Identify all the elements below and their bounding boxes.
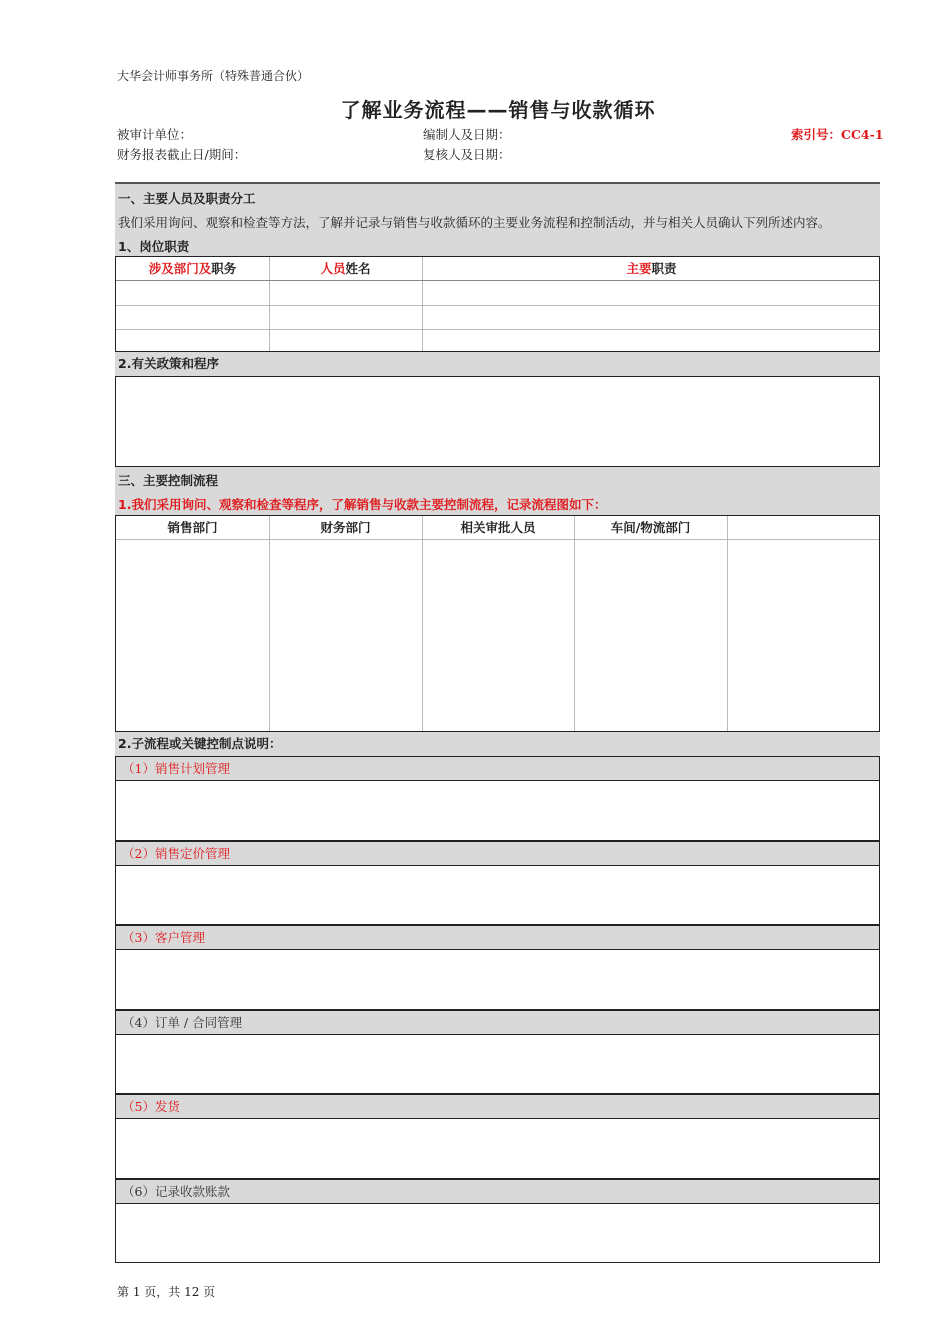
subprocess-content-box[interactable] bbox=[115, 1203, 880, 1263]
subprocess-content-box[interactable] bbox=[115, 865, 880, 925]
subprocess-label: （4）订单 / 合同管理 bbox=[115, 1010, 880, 1034]
col-divider bbox=[574, 516, 575, 731]
subprocess-heading: 2.子流程或关键控制点说明： bbox=[115, 732, 880, 756]
header-dept-position: 涉及部门及职务 bbox=[148, 261, 237, 276]
firm-name: 大华会计师事务所（特殊普通合伙） bbox=[117, 69, 310, 83]
policies-heading: 2.有关政策和程序 bbox=[115, 352, 880, 376]
section3-block bbox=[115, 467, 880, 515]
policies-content-box[interactable] bbox=[115, 376, 880, 467]
flow-col-finance: 财务部门 bbox=[320, 520, 371, 535]
col-divider bbox=[727, 516, 728, 731]
col-divider bbox=[422, 516, 423, 731]
section1-title: 一、主要人员及职责分工 bbox=[118, 191, 256, 206]
section1-sub1: 1、岗位职责 bbox=[118, 239, 190, 254]
flowchart-grid bbox=[115, 515, 880, 732]
page-title: 了解业务流程——销售与收款循环 bbox=[340, 98, 656, 122]
section3-instruction: 1.我们采用询问、观察和检查等程序，了解销售与收款主要控制流程，记录流程图如下： bbox=[118, 497, 607, 512]
row-divider bbox=[116, 539, 879, 540]
subprocess-label: （1）销售计划管理 bbox=[115, 756, 880, 780]
period-label: 财务报表截止日/期间： bbox=[117, 147, 247, 162]
subprocess-content-box[interactable] bbox=[115, 1034, 880, 1094]
reviewed-by-label: 复核人及日期： bbox=[423, 147, 511, 162]
section1-intro: 我们采用询问、观察和检查等方法，了解并记录与销售与收款循环的主要业务流程和控制活动，并与相关人员确认下列所述内容。 bbox=[118, 215, 831, 230]
subprocess-label: （3）客户管理 bbox=[115, 925, 880, 949]
subprocess-content-box[interactable] bbox=[115, 1118, 880, 1179]
subprocess-label: （6）记录收款账款 bbox=[115, 1179, 880, 1203]
row-divider bbox=[116, 329, 879, 330]
subprocess-content-box[interactable] bbox=[115, 780, 880, 841]
index-number: 索引号：CC4-1 bbox=[791, 127, 884, 142]
row-divider bbox=[116, 305, 879, 306]
section1-block bbox=[115, 182, 880, 256]
page-footer: 第 1 页，共 12 页 bbox=[117, 1285, 216, 1299]
flow-col-blank bbox=[727, 516, 881, 539]
subprocess-content-box[interactable] bbox=[115, 949, 880, 1010]
section3-title: 三、主要控制流程 bbox=[118, 473, 219, 488]
subprocess-label: （5）发货 bbox=[115, 1094, 880, 1118]
prepared-by-label: 编制人及日期： bbox=[423, 127, 511, 142]
subprocess-label: （2）销售定价管理 bbox=[115, 841, 880, 865]
col-divider bbox=[269, 516, 270, 731]
responsibility-table bbox=[115, 256, 880, 352]
flow-col-workshop-logistics: 车间/物流部门 bbox=[610, 520, 691, 535]
flow-col-approvers: 相关审批人员 bbox=[460, 520, 536, 535]
header-person-name: 人员姓名 bbox=[320, 261, 371, 276]
audited-unit-label: 被审计单位： bbox=[117, 127, 193, 142]
flow-col-sales: 销售部门 bbox=[167, 520, 218, 535]
row-divider bbox=[116, 280, 879, 281]
header-main-duties: 主要职责 bbox=[626, 261, 677, 276]
